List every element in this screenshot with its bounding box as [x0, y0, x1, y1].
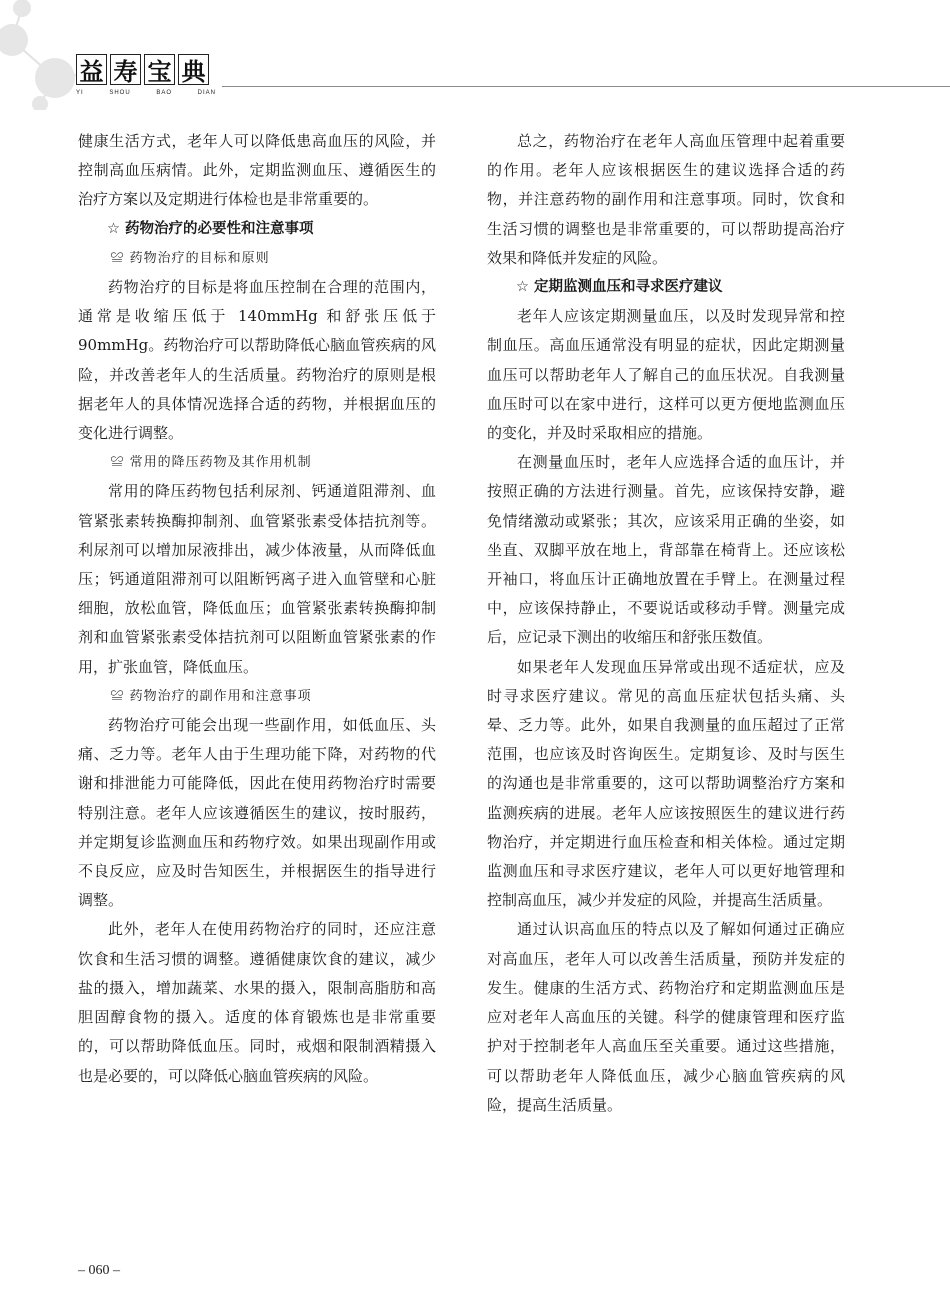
section-heading: ☆ 定期监测血压和寻求医疗建议 — [516, 279, 723, 296]
logo-pinyin-syllable: DIAN — [197, 90, 216, 96]
logo-pinyin — [76, 90, 216, 96]
logo-pinyin-syllable: BAO — [156, 90, 172, 96]
paragraph: 通过认识高血压的特点以及了解如何通过正确应对高血压，老年人可以改善生活质量，预防并发症的发生。健康的生活方式、药物治疗和定期监测血压是应对老年人高血压的关键。科学的健康管理和医疗监护对于控制老年人高血压至关重要。通过这些措施，可以帮助老年人降低血压，减少心脑血管疾病的风险，提高生活质量。 — [487, 920, 845, 1114]
paragraph: 如果老年人发现血压异常或出现不适症状，应及时寻求医疗建议。常见的高血压症状包括头痛、头晕、乏力等。此外，如果自我测量的血压超过了正常范围，也应该及时咨询医生。定期复诊、及时与医生的沟通也是非常重要的，这可以帮助调整治疗方案和监测疾病的进展。老年人应该按照医生的建议进行药物治疗，并定期进行血压检查和相关体检。通过定期监测血压和寻求医疗建议，老年人可以更好地管理和控制高血压，减少并发症的风险，并提高生活质量。 — [487, 657, 845, 910]
page-number: – 060 – — [78, 1263, 120, 1278]
subsection-heading: ≌ 药物治疗的副作用和注意事项 — [110, 688, 312, 704]
paragraph: 药物治疗可能会出现一些副作用，如低血压、头痛、乏力等。老年人由于生理功能下降，对药物的代谢和排泄能力可能降低，因此在使用药物治疗时需要特别注意。老年人应该遵循医生的建议，按时服药，并定期复诊监测血压和药物疗效。如果出现副作用或不良反应，应及时告知医生，并根据医生的指导进行调整。 — [78, 716, 436, 910]
logo-pinyin-syllable: YI — [76, 90, 84, 96]
logo-char: 益 — [76, 54, 107, 85]
paragraph: 常用的降压药物包括利尿剂、钙通道阻滞剂、血管紧张素转换酶抑制剂、血管紧张素受体拮抗剂等。利尿剂可以增加尿液排出，减少体液量，从而降低血压；钙通道阻滞剂可以阻断钙离子进入血管壁和心脏细胞，放松血管，降低血压；血管紧张素转换酶抑制剂和血管紧张素受体拮抗剂可以阻断血管紧张素的作用，扩张血管，降低血压。 — [78, 482, 436, 676]
paragraph: 在测量血压时，老年人应选择合适的血压计，并按照正确的方法进行测量。首先，应该保持安静，避免情绪激动或紧张；其次，应该采用正确的坐姿，如坐直、双脚平放在地上，背部靠在椅背上。还应该松开袖口，将血压计正确地放置在手臂上。在测量过程中，应该保持静止，不要说话或移动手臂。测量完成后，应记录下测出的收缩压和舒张压数值。 — [487, 453, 845, 647]
section-heading: ☆ 药物治疗的必要性和注意事项 — [107, 220, 314, 237]
paragraph: 此外，老年人在使用药物治疗的同时，还应注意饮食和生活习惯的调整。遵循健康饮食的建议，减少盐的摄入，增加蔬菜、水果的摄入，限制高脂肪和高胆固醇食物的摄入。适度的体育锻炼也是非常重要的，可以帮助降低血压。同时，戒烟和限制酒精摄入也是必要的，可以降低心脑血管疾病的风险。 — [78, 920, 436, 1085]
logo-char: 典 — [178, 54, 209, 85]
paragraph: 健康生活方式，老年人可以降低患高血压的风险，并控制高血压病情。此外，定期监测血压、遵循医生的治疗方案以及定期进行体检也是非常重要的。 — [78, 132, 436, 209]
paragraph: 老年人应该定期测量血压，以及时发现异常和控制血压。高血压通常没有明显的症状，因此定期测量血压可以帮助老年人了解自己的血压状况。自我测量血压时可以在家中进行，这样可以更方便地监测血压的变化，并及时采取相应的措施。 — [487, 307, 845, 443]
header-rule — [222, 86, 950, 87]
logo-pinyin-syllable: SHOU — [109, 90, 131, 96]
logo — [76, 54, 209, 85]
right-column — [487, 127, 845, 1120]
paragraph: 总之，药物治疗在老年人高血压管理中起着重要的作用。老年人应该根据医生的建议选择合适的药物，并注意药物的副作用和注意事项。同时，饮食和生活习惯的调整也是非常重要的，可以帮助提高治疗效果和降低并发症的风险。 — [487, 132, 845, 267]
logo-char: 寿 — [110, 54, 141, 85]
left-column — [78, 127, 436, 1091]
paragraph: 药物治疗的目标是将血压控制在合理的范围内，通常是收缩压低于 140mmHg 和舒张压低于 90mmHg。药物治疗可以帮助降低心脑血管疾病的风险，并改善老年人的生活质量。药物治疗的原则是根据老年人的具体情况选择合适的药物，并根据血压的变化进行调整。 — [78, 278, 436, 443]
subsection-heading: ≌ 药物治疗的目标和原则 — [110, 250, 270, 266]
subsection-heading: ≌ 常用的降压药物及其作用机制 — [110, 455, 312, 471]
logo-char: 宝 — [144, 54, 175, 85]
